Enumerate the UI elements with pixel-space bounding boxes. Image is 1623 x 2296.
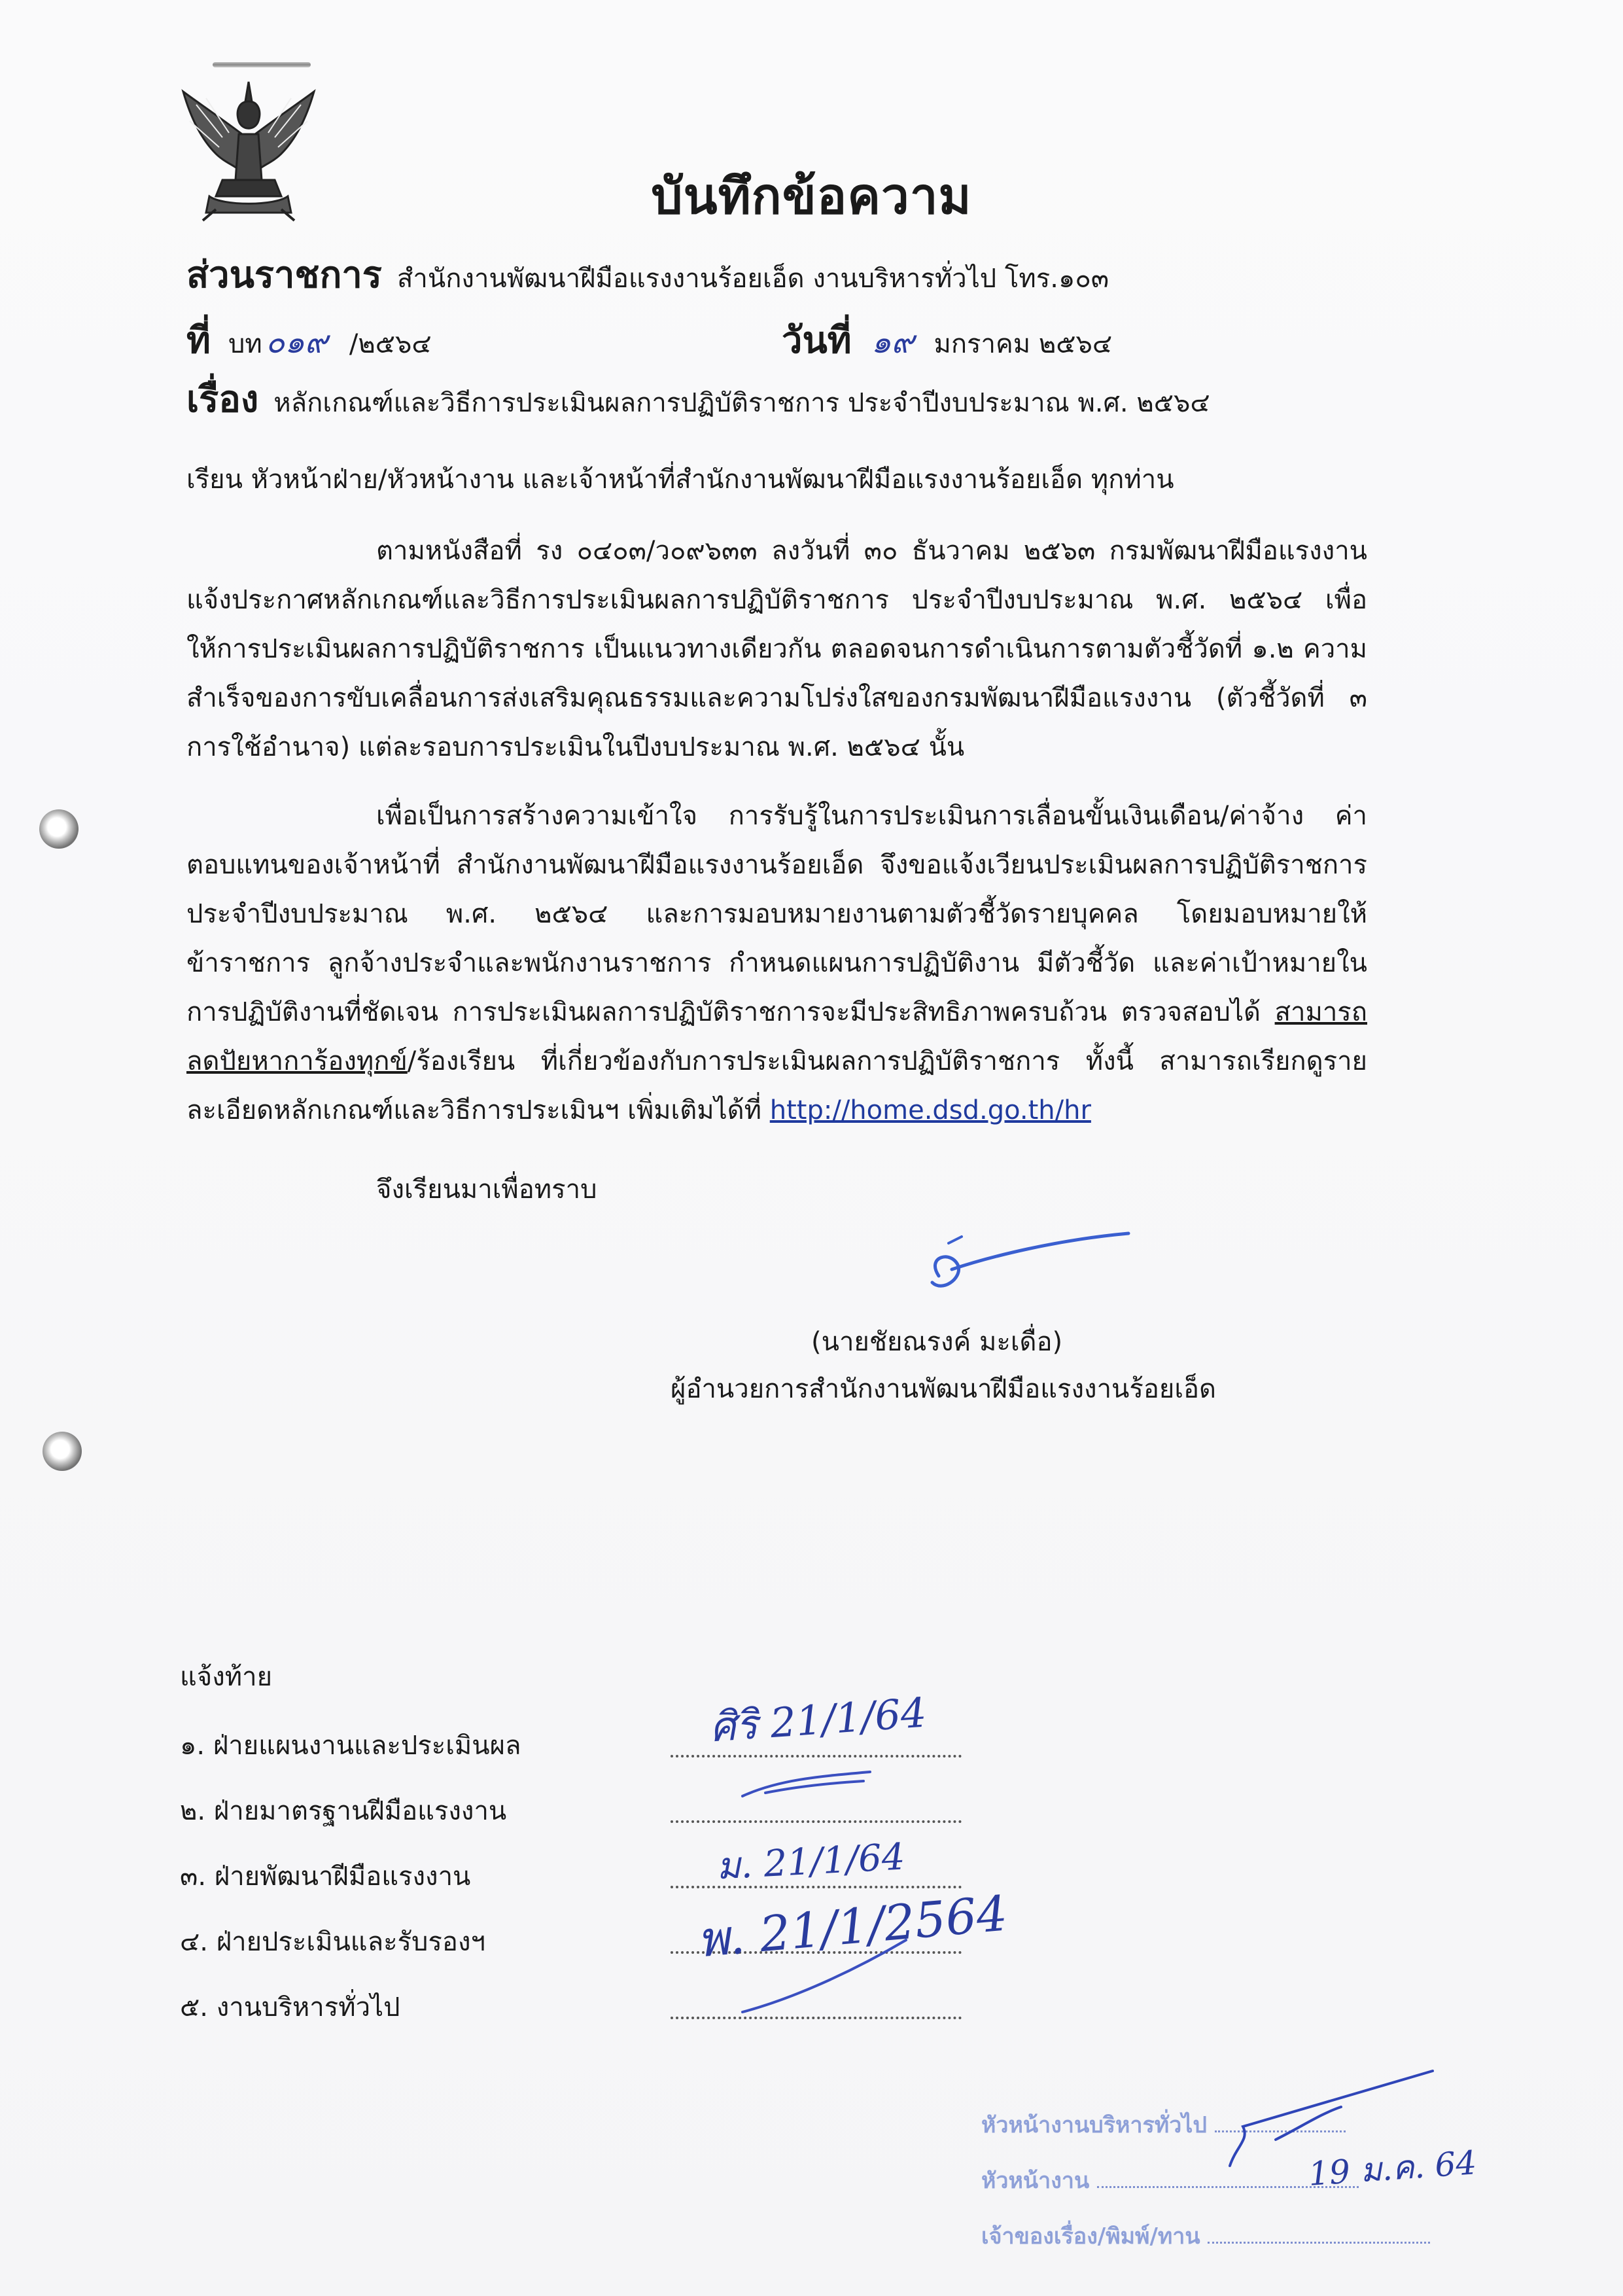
stamp-line-2-text: หัวหน้างาน <box>981 2168 1090 2194</box>
signatory-position: ผู้อำนวยการสำนักงานพัฒนาฝีมือแรงงานร้อยเอ็ด <box>671 1374 1216 1404</box>
stamp-initials-scribble <box>1210 2068 1446 2185</box>
stamp-line-1-text: หัวหน้างานบริหารทั่วไป <box>981 2112 1207 2138</box>
paragraph-2-text-start: เพื่อเป็นการสร้างความเข้าใจ การรับรู้ในการประเมินการเลื่อนขั้นเงินเดือน/ค่าจ้าง ค่าตอบแทนของเจ้าหน้าที่ สำนักงานพัฒนาฝีมือแรงงานร้อยเอ็ด จึงขอแจ้งเวียนประเมินผลการปฏิบัติราชการ ประจำปีงบประมาณ พ.ศ. ๒๕๖๔ และการมอบหมายงานตามตัวชี้วัดรายบุคคล โดยมอบหมายให้ข้าราชการ ลูกจ้างประจำและพนักงานราชการ กำหนดแผนการปฏิบัติงาน มีตัวชี้วัด และค่าเป้าหมายในการปฏิบัติงานที่ชัดเจน การประเมินผลการปฏิบัติราชการจะมีประสิทธิภาพครบถ้วน ตรวจสอบได้ <box>186 801 1367 1027</box>
reference-label: ที่ <box>186 319 211 362</box>
subject-row <box>186 370 1210 428</box>
distribution-item: ๔. ฝ่ายประเมินและรับรองฯ <box>180 1927 485 1957</box>
stamp-handwritten-date: 19 ม.ค. 64 <box>1307 2144 1478 2193</box>
subject-value: หลักเกณฑ์และวิธีการประเมินผลการปฏิบัติราชการ ประจำปีงบประมาณ พ.ศ. ๒๕๖๔ <box>273 388 1210 418</box>
stamp-line-3-text: เจ้าของเรื่อง/พิมพ์/ทาน <box>981 2223 1200 2250</box>
hr-website-link[interactable]: http://home.dsd.go.th/hr <box>769 1095 1091 1125</box>
handwritten-ack-1: ศิริ 21/1/64 <box>708 1688 928 1752</box>
handwritten-ack-5-scribble <box>739 1934 909 2019</box>
date-day-handwritten: ๑๙ <box>871 324 915 361</box>
distribution-item: ๓. ฝ่ายพัฒนาฝีมือแรงงาน <box>180 1862 471 1892</box>
closing-line: จึงเรียนมาเพื่อทราบ <box>376 1174 597 1205</box>
acknowledgement-line <box>671 1819 962 1823</box>
paragraph-1-text: ตามหนังสือที่ รง ๐๔๐๓/ว๐๙๖๓๓ ลงวันที่ ๓๐ ธันวาคม ๒๕๖๓ กรมพัฒนาฝีมือแรงงาน แจ้งประกาศหลักเกณฑ์และวิธีการประเมินผลการปฏิบัติราชการ ประจำปีงบประมาณ พ.ศ. ๒๕๖๔ เพื่อให้การประเมินผลการปฏิบัติราชการ เป็นแนวทางเดียวกัน ตลอดจนการดำเนินการตามตัวชี้วัดที่ ๑.๒ ความสำเร็จของการขับเคลื่อนการส่งเสริมคุณธรรมและความโปร่งใสของกรมพัฒนาฝีมือแรงงาน (ตัวชี้วัดที่ ๓ การใช้อำนาจ) แต่ละรอบการประเมินในปีงบประมาณ พ.ศ. ๒๕๖๔ นั้น <box>186 536 1367 762</box>
reference-prefix: บท <box>228 329 262 359</box>
date-label: วันที่ <box>782 319 852 362</box>
date-row <box>782 311 1112 369</box>
agency-row <box>186 245 1109 304</box>
distribution-heading: แจ้งท้าย <box>180 1662 273 1692</box>
paragraph-2-text-end: /ร้องเรียน ที่เกี่ยวข้องกับการประเมินผลการปฏิบัติราชการ ทั้งนี้ สามารถเรียกดูรายละเอียดหลักเกณฑ์และวิธีการประเมินฯ เพิ่มเติมได้ที่ <box>186 1046 1367 1125</box>
paragraph-2-underlined-text: สามารถลดปัยหาการ้องทุกข์ <box>186 997 1367 1076</box>
distribution-item: ๒. ฝ่ายมาตรฐานฝีมือแรงงาน <box>180 1796 507 1826</box>
stamp-line-3 <box>981 2218 1430 2253</box>
punch-hole-bottom <box>43 1432 82 1471</box>
page-title: บันทึกข้อความ <box>651 167 972 225</box>
salutation: เรียน หัวหน้าฝ่าย/หัวหน้างาน และเจ้าหน้าที่สำนักงานพัฒนาฝีมือแรงงานร้อยเอ็ด ทุกท่าน <box>186 465 1174 495</box>
agency-label: ส่วนราชการ <box>186 254 382 296</box>
handwritten-ack-4: พ. 21/1/2564 <box>695 1885 1010 1969</box>
signatory-name: (นายชัยณรงค์ มะเดื่อ) <box>811 1327 1063 1357</box>
reference-suffix: /๒๕๖๔ <box>349 329 432 359</box>
body-paragraph-2 <box>186 792 1367 1135</box>
distribution-item: ๕. งานบริหารทั่วไป <box>180 1992 400 2022</box>
reference-row <box>186 311 432 369</box>
distribution-item: ๑. ฝ่ายแผนงานและประเมินผล <box>180 1731 521 1761</box>
date-value: มกราคม ๒๕๖๔ <box>934 329 1113 359</box>
subject-label: เรื่อง <box>186 378 259 421</box>
handwritten-ack-2-scribble <box>739 1767 877 1806</box>
handwritten-signature <box>913 1230 1148 1309</box>
staple-mark <box>213 62 311 67</box>
handwritten-ack-3: ม. 21/1/64 <box>715 1835 906 1888</box>
agency-value: สำนักงานพัฒนาฝีมือแรงงานร้อยเอ็ด งานบริหารทั่วไป โทร.๑๐๓ <box>396 264 1109 294</box>
body-paragraph-1 <box>186 527 1367 772</box>
reference-number-handwritten: ๐๑๙ <box>265 324 328 361</box>
punch-hole-top <box>39 809 79 849</box>
